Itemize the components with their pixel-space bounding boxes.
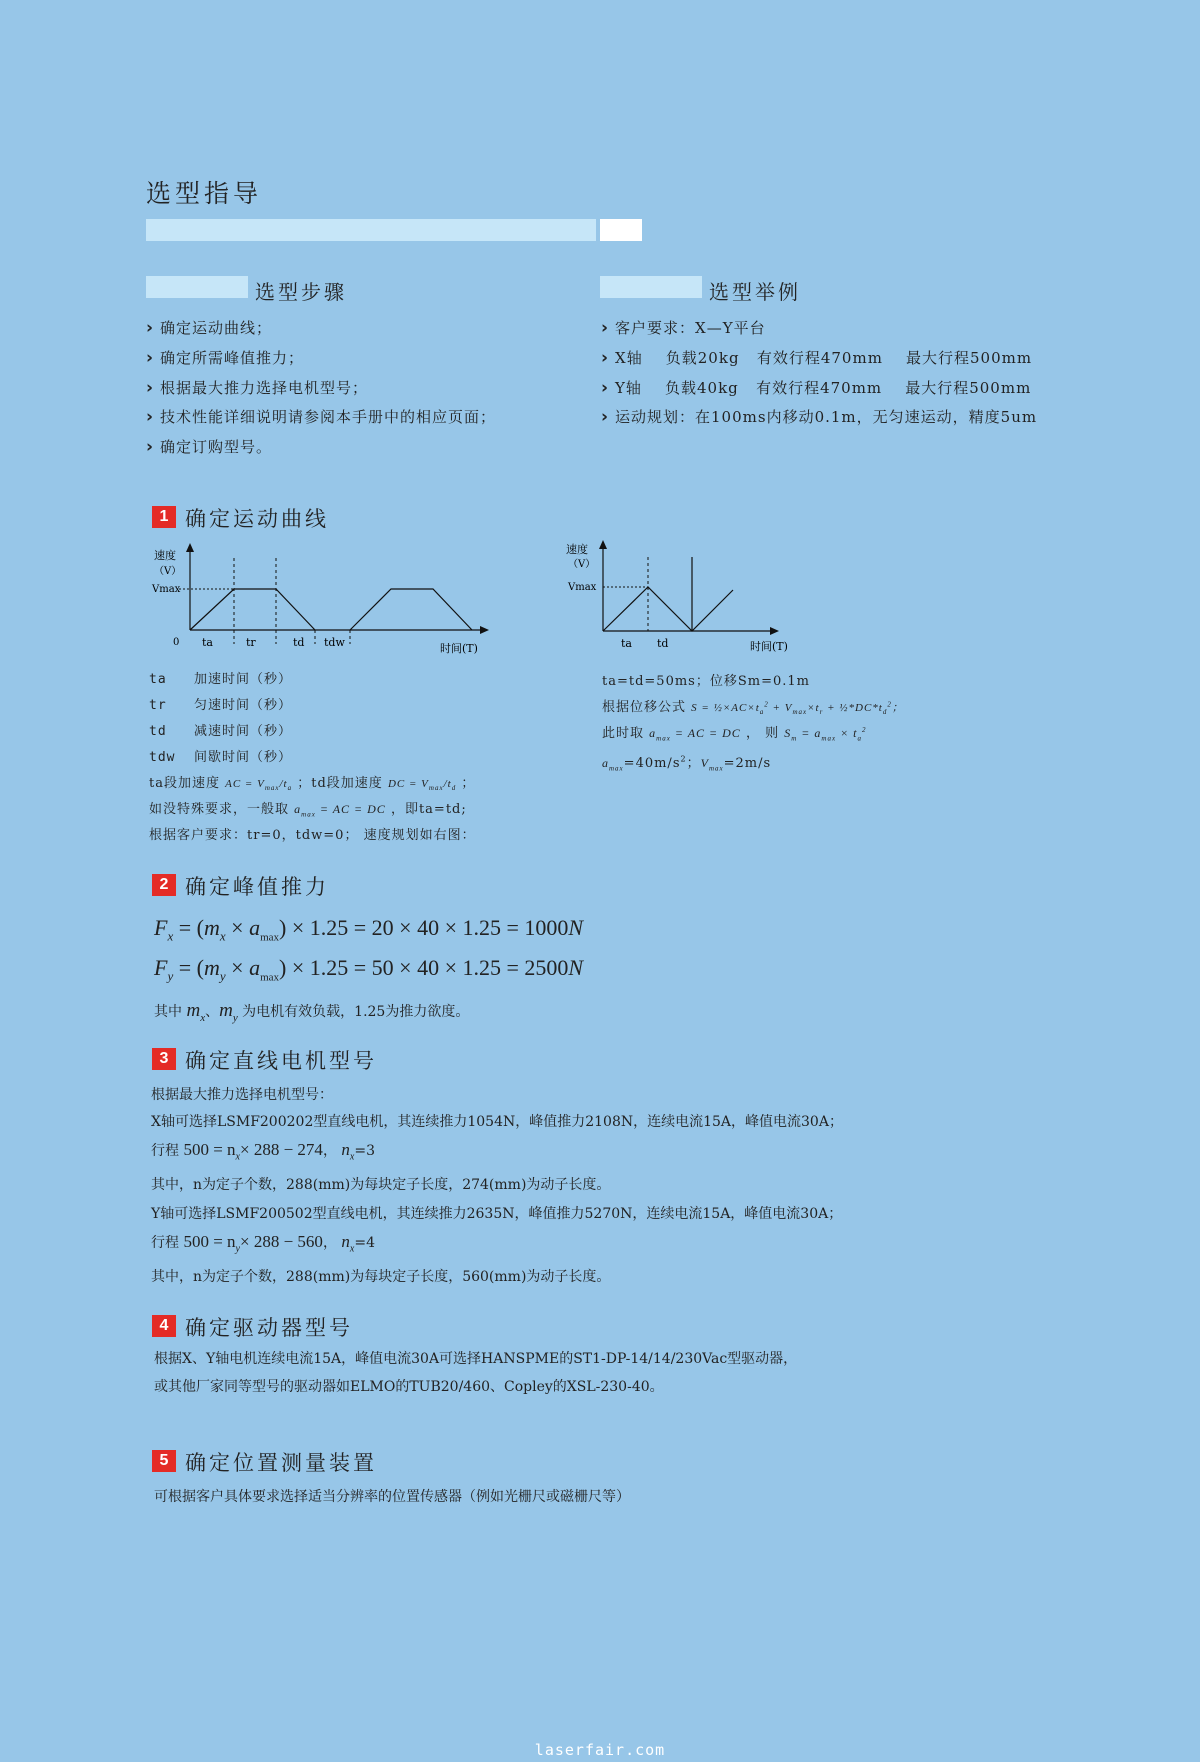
step-item: › 技术性能详细说明请参阅本手册中的相应页面；: [146, 406, 496, 427]
segment-label: tdw: [324, 636, 345, 649]
section3-line: 根据最大推力选择电机型号：: [151, 1087, 333, 1103]
velocity-plan-chart: [560, 535, 810, 655]
section3-stroke-x: 行程 $500 = n_x\times 288 - 274$， $n_x=3$: [151, 1140, 375, 1163]
y-axis-label: 速度: [154, 549, 176, 562]
sm-formula: $S_m = a_{max} \times t_a^2$: [784, 726, 867, 743]
steps-title: 选型步骤: [255, 280, 347, 304]
segment-label: ta: [202, 636, 213, 649]
stroke-label: 行程: [151, 1143, 179, 1159]
profile-move-1: [190, 589, 315, 630]
section-number: 4: [152, 1315, 176, 1337]
title-bar: [146, 219, 596, 241]
accel-formula-dc: DC = $V_{max}/t_d$: [387, 778, 457, 793]
example-item: › X轴 负载20kg 有效行程470mm 最大行程500mm: [601, 347, 1032, 368]
fy-formula: $F_y = (m_y \times a_{max}) \times 1.25 = 50 \times 40 \times 1.25 = 2500N$: [154, 955, 584, 984]
def-value: 减速时间（秒）: [194, 724, 293, 739]
stroke-result: =4: [354, 1235, 375, 1251]
example-bar: [600, 276, 702, 298]
def-value: 间歇时间（秒）: [194, 750, 293, 765]
section5-line: 可根据客户具体要求选择适当分辨率的位置传感器（例如光栅尺或磁栅尺等）: [154, 1489, 630, 1505]
def-value: 加速时间（秒）: [194, 672, 293, 687]
stroke-formula: $500 = n_x\times 288 - 274$: [183, 1140, 323, 1163]
example-item: › Y轴 负载40kg 有效行程470mm 最大行程500mm: [601, 377, 1031, 398]
section2-note: [154, 1000, 469, 1024]
stroke-formula: $500 = n_y\times 288 - 560$: [183, 1232, 323, 1255]
step-item: › 根据最大推力选择电机型号；: [146, 377, 368, 398]
velocity-profile-chart: [140, 540, 500, 660]
def-key: tdw: [149, 750, 176, 765]
def-key: td: [149, 724, 167, 739]
example-item: › 运动规划：在100ms内移动0.1m，无匀速运动，精度5um: [601, 406, 1037, 427]
title-bar-end: [600, 219, 642, 241]
section-number: 2: [152, 874, 176, 896]
amax-formula: $a_{max}$ = AC = DC: [649, 726, 741, 743]
segment-label: td: [657, 637, 669, 650]
mass-symbols: $m_x$、$m_y$: [186, 1000, 238, 1024]
profile-move-2: [350, 589, 472, 630]
origin-label: 0: [173, 637, 180, 648]
y-axis-unit: （V）: [154, 566, 182, 577]
section4-line: 或其他厂家同等型号的驱动器如ELMO的TUB20/460、Copley的XSL-230-40。: [154, 1379, 664, 1395]
note-text: 如没特殊要求，一般取: [149, 802, 290, 817]
calc-text: =2m/s: [723, 756, 772, 771]
step-item: › 确定运动曲线；: [146, 317, 272, 338]
calc-text: ， 则: [745, 726, 780, 741]
section-title: 确定直线电机型号: [185, 1049, 377, 1073]
accel-formula-ac: AC = $V_{max}/t_a$: [225, 778, 293, 793]
section3-line: Y轴可选择LSMF200502型直线电机，其连续推力2635N，峰值推力5270N，连续电流15A，峰值电流30A；: [151, 1206, 843, 1222]
x-axis-label: 时间(T): [440, 642, 478, 655]
y-axis-unit: （V）: [568, 559, 596, 570]
calc-text: ；: [686, 756, 701, 771]
def-key: ta: [149, 672, 167, 687]
calc-text: =40m/s: [623, 756, 681, 771]
fx-formula: $F_x = (m_x \times a_{max}) \times 1.25 = 20 \times 40 \times 1.25 = 1000N$: [154, 915, 584, 944]
section-number: 1: [152, 506, 176, 528]
y-axis-label: 速度: [566, 543, 588, 556]
steps-bar: [146, 276, 248, 298]
note-line-2: 根据客户要求：tr=0，tdw=0； 速度规划如右图：: [149, 828, 476, 843]
acceleration-line: ta段加速度 AC = $V_{max}/t_a$ ；td段加速度 DC = $V_{max}/t_d$ ；: [149, 776, 476, 793]
vmax-symbol: $V_{max}$: [700, 756, 724, 773]
calc-line-1: ta=td=50ms；位移Sm=0.1m: [602, 674, 810, 689]
section4-line: 根据X、Y轴电机连续电流15A，峰值电流30A可选择HANSPME的ST1-DP-14/14/230Vac型驱动器，: [154, 1351, 798, 1367]
y-axis-arrow: [186, 543, 194, 552]
segment-label: td: [293, 636, 305, 649]
x-axis-label: 时间(T): [750, 640, 788, 653]
def-key: tr: [149, 698, 167, 713]
stroke-result: =3: [354, 1143, 375, 1159]
segment-label: ta: [621, 637, 632, 650]
step-item: › 确定所需峰值推力；: [146, 347, 304, 368]
note-text: 为电机有效负载，1.25为推力欲度。: [242, 1004, 470, 1020]
section-title: 确定峰值推力: [185, 875, 329, 899]
calc-text: 根据位移公式: [602, 700, 687, 715]
section-title: 确定位置测量装置: [185, 1451, 377, 1475]
section-number: 5: [152, 1450, 176, 1472]
segment-label: tr: [246, 636, 256, 649]
step-item: › 确定订购型号。: [146, 436, 272, 457]
vmax-label: Vmax: [568, 582, 597, 593]
x-axis-arrow: [770, 627, 779, 635]
def-value: 匀速时间（秒）: [194, 698, 293, 713]
y-axis-arrow: [599, 540, 607, 549]
amax-formula: $a_{max}$ = AC = DC: [294, 802, 386, 819]
calc-line-4: $a_{max}=40m/s^2$；$V_{max}=2m/s$: [602, 754, 772, 773]
displacement-formula: $S = \frac{1}{2}\times AC\times t_a^2 + V_{max}\times t_r$ + $\frac{1}{2}*DC*t_d^2$；: [691, 700, 904, 717]
example-title: 选型举例: [709, 280, 801, 304]
note-text: 其中: [154, 1004, 182, 1020]
page-title: 选型指导: [146, 179, 263, 208]
section3-stroke-y: 行程 $500 = n_y\times 288 - 560$， $n_x=4$: [151, 1232, 375, 1255]
x-axis-arrow: [480, 626, 489, 634]
accel-text: ta段加速度: [149, 776, 220, 791]
section-title: 确定驱动器型号: [185, 1316, 353, 1340]
profile-move: [603, 587, 733, 631]
vmax-label: Vmax: [152, 584, 181, 595]
section3-line: 其中，n为定子个数，288(mm)为每块定子长度，560(mm)为动子长度。: [151, 1269, 611, 1285]
accel-text: ；td段加速度: [297, 776, 383, 791]
amax-symbol: $a_{max}$: [602, 756, 624, 773]
footer-url[interactable]: laserfair.com: [534, 1741, 666, 1759]
calc-line-2: [602, 696, 904, 716]
example-item: › 客户要求：X—Y平台: [601, 317, 766, 338]
note-line: [149, 798, 467, 818]
section3-line: X轴可选择LSMF200202型直线电机，其连续推力1054N，峰值推力2108N，连续电流15A，峰值电流30A；: [151, 1114, 843, 1130]
section3-line: 其中，n为定子个数，288(mm)为每块定子长度，274(mm)为动子长度。: [151, 1177, 611, 1193]
stroke-label: 行程: [151, 1235, 179, 1251]
calc-text: 此时取: [602, 726, 645, 741]
note-text: ，即ta=td;: [390, 802, 467, 817]
section-number: 3: [152, 1048, 176, 1070]
section-title: 确定运动曲线: [185, 507, 329, 531]
calc-line-3: [602, 722, 867, 742]
